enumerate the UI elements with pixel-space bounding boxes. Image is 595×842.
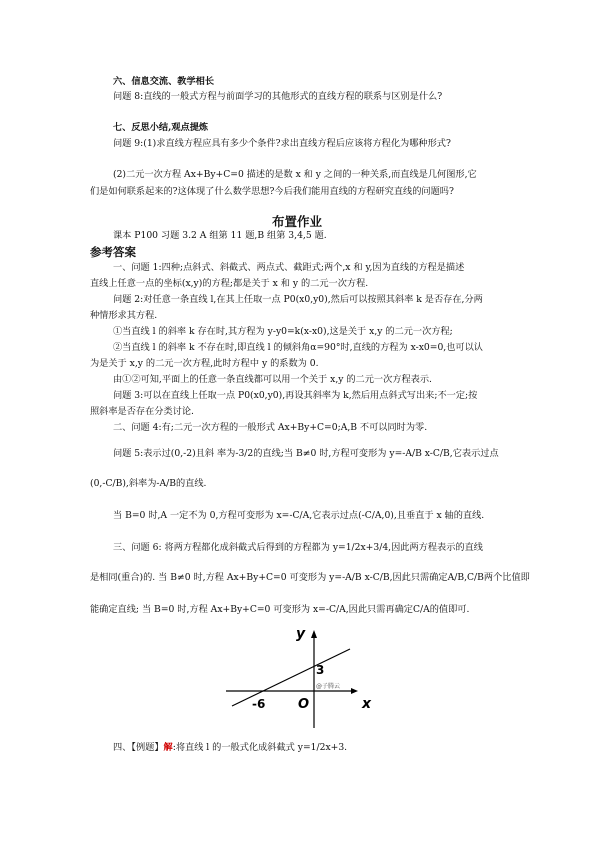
- answer-line-14: 当 B=0 时,A 一定不为 0,方程可变形为 x=-C/A,它表示过点(-C/A,0),且垂直于 x 轴的直线.: [113, 510, 485, 521]
- answer-line-16: 是相同(重合)的. 当 B≠0 时,方程 Ax+By+C=0 可变形为 y=-A/B x-C/B,因此只需确定A/B,C/B两个比值即: [90, 572, 530, 583]
- question-9-2-line1: (2)二元一次方程 Ax+By+C=0 描述的是数 x 和 y 之间的一种关系,而直线是几何图形,它: [113, 169, 477, 180]
- x-axis-arrow: [351, 688, 358, 694]
- answer-line-13: (0,-C/B),斜率为-A/B的直线.: [90, 478, 207, 489]
- section7-heading: 七、反思小结,观点提炼: [113, 122, 209, 133]
- answer-line-15: 三、问题 6: 将两方程都化成斜截式后得到的方程都为 y=1/2x+3/4,因此两方程表示的直线: [113, 542, 483, 553]
- answer-line-11: 二、问题 4:有;二元一次方程的一般形式 Ax+By+C=0;A,B 不可以同时为零.: [113, 422, 428, 433]
- answer-line-5: ①当直线 l 的斜率 k 存在时,其方程为 y-y0=k(x-x0),这是关于 x,y 的二元一次方程;: [113, 326, 453, 337]
- x-intercept-label: -6: [252, 697, 266, 711]
- section6-heading: 六、信息交流、教学相长: [113, 76, 215, 87]
- answer-line-12: 问题 5:表示过(0,-2)且斜 率为-3/2的直线;当 B≠0 时,方程可变形为 y=-A/B x-C/B,它表示过点: [113, 448, 499, 459]
- graph-line: [232, 649, 350, 706]
- question-9-1: 问题 9:(1)求直线方程应具有多少个条件?求出直线方程后应该将方程化为哪种形式?: [113, 138, 451, 149]
- answer-line-4: 种情形求其方程.: [90, 310, 158, 321]
- y-axis-arrow: [311, 630, 317, 638]
- question-9-2-line2: 们是如何联系起来的?这体现了什么数学思想?今后我们能用直线的方程研究直线的问题吗?: [90, 186, 454, 197]
- answer-line-3: 问题 2:对任意一条直线 l,在其上任取一点 P0(x0,y0),然后可以按照其斜率 k 是否存在,分两: [113, 294, 483, 305]
- homework-text: 课本 P100 习题 3.2 A 组第 11 题,B 组第 3,4,5 题.: [113, 230, 327, 241]
- example-text: :将直线 l 的一般式化成斜截式 y=1/2x+3.: [172, 742, 348, 753]
- answer-line-1: 一、问题 1:四种;点斜式、斜截式、两点式、截距式;两个,x 和 y,因为直线的方程是描述: [113, 262, 465, 273]
- question-8: 问题 8:直线的一般式方程与前面学习的其他形式的直线方程的联系与区别是什么?: [113, 91, 443, 102]
- example-line: [113, 742, 347, 754]
- answer-line-6: ②当直线 l 的斜率 k 不存在时,即直线 l 的倾斜角α=90°时,直线的方程为 x-x0=0,也可以认: [113, 342, 483, 353]
- x-axis-label: x: [362, 696, 372, 712]
- solve-label: 解: [163, 742, 173, 753]
- answer-line-17: 能确定直线; 当 B=0 时,方程 Ax+By+C=0 可变形为 x=-C/A,因此只需再确定C/A的值即可.: [90, 604, 470, 615]
- answers-heading: 参考答案: [90, 245, 136, 259]
- answer-line-2: 直线上任意一点的坐标(x,y)的方程;都是关于 x 和 y 的二元一次方程.: [90, 278, 369, 289]
- answer-line-10: 照斜率是否存在分类讨论.: [90, 406, 194, 417]
- y-axis-label: y: [296, 626, 306, 642]
- y-intercept-label: 3: [316, 663, 325, 677]
- answer-line-9: 问题 3:可以在直线上任取一点 P0(x0,y0),再设其斜率为 k,然后用点斜式写出来;不一定;按: [113, 390, 478, 401]
- answer-line-8: 由①②可知,平面上的任意一条直线都可以用一个关于 x,y 的二元一次方程表示.: [113, 374, 432, 385]
- example-prefix: 四、【例题】: [113, 742, 164, 753]
- homework-heading: 布置作业: [272, 214, 323, 229]
- answer-line-7: 为是关于 x,y 的二元一次方程,此时方程中 y 的系数为 0.: [90, 358, 319, 369]
- origin-label: O: [298, 697, 310, 712]
- watermark: @子腾云: [316, 683, 341, 690]
